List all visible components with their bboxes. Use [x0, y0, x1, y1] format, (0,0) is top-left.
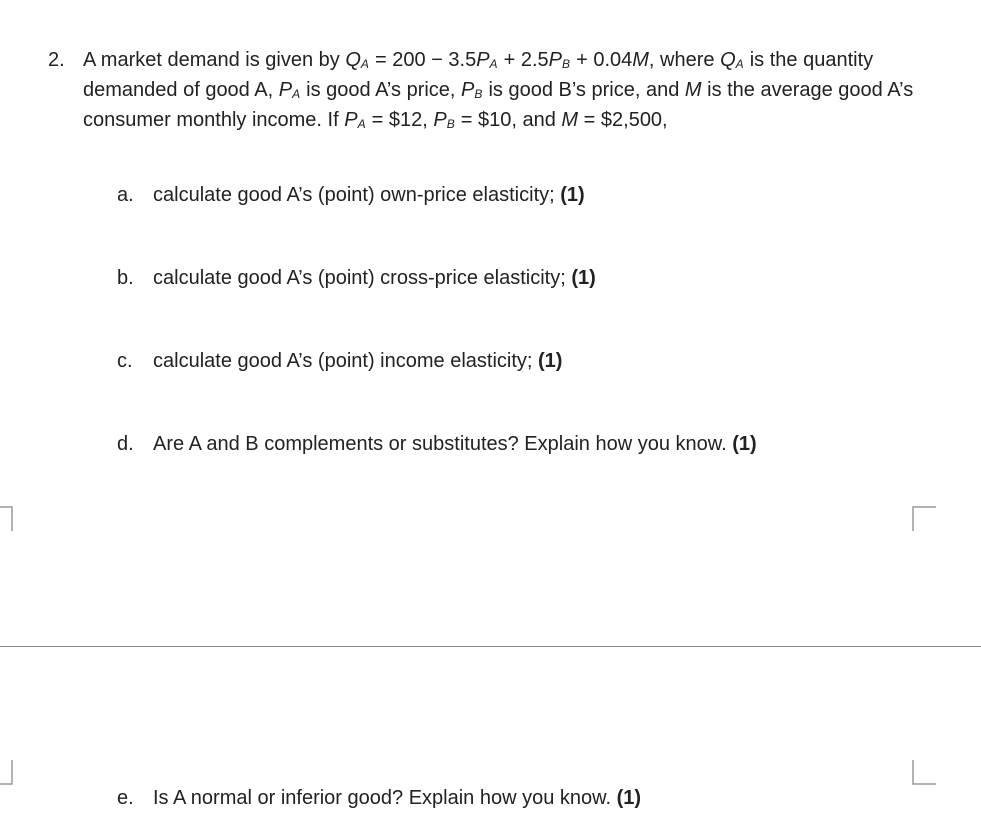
part-letter: c.: [117, 350, 133, 372]
part-d: [117, 431, 757, 457]
part-letter: b.: [117, 267, 134, 289]
part-text: calculate good A’s (point) own-price elasticity;: [153, 184, 561, 206]
corner-mark-bottom-left: [0, 760, 26, 786]
question-stem: A market demand is given by $Q_A = 200 - 3.5P_A + 2.5P_B + 0.04M$, where $Q_A$ is the quantity demanded of good A, $P_A$ is good A’s price, $P_B$ is good B’s price, and M is the average good A’s consumer monthly income. If $P_A$ = $12, $P_B$ = $10, and M = $2,500,: [83, 49, 914, 131]
part-b: [117, 265, 596, 291]
var-Q: Q: [345, 49, 361, 71]
part-marks: (1): [571, 267, 596, 289]
part-letter: e.: [117, 787, 134, 809]
question-number: 2.: [48, 49, 65, 71]
part-letter: d.: [117, 433, 134, 455]
corner-mark-top-right: [910, 505, 936, 531]
part-text: calculate good A’s (point) income elasticity;: [153, 350, 539, 372]
part-text: calculate good A’s (point) cross-price elasticity;: [153, 267, 572, 289]
page-break-divider: [0, 646, 981, 647]
part-marks: (1): [538, 350, 563, 372]
part-text: Are A and B complements or substitutes? Explain how you know.: [153, 433, 733, 455]
part-marks: (1): [732, 433, 757, 455]
part-text: Is A normal or inferior good? Explain how you know.: [153, 787, 617, 809]
part-c: [117, 348, 562, 374]
corner-mark-top-left: [0, 505, 26, 531]
part-marks: (1): [560, 184, 585, 206]
part-marks: (1): [616, 787, 642, 809]
corner-mark-bottom-right: [910, 760, 936, 786]
part-e: [117, 785, 641, 811]
part-a: [117, 182, 585, 208]
part-letter: a.: [117, 184, 134, 206]
